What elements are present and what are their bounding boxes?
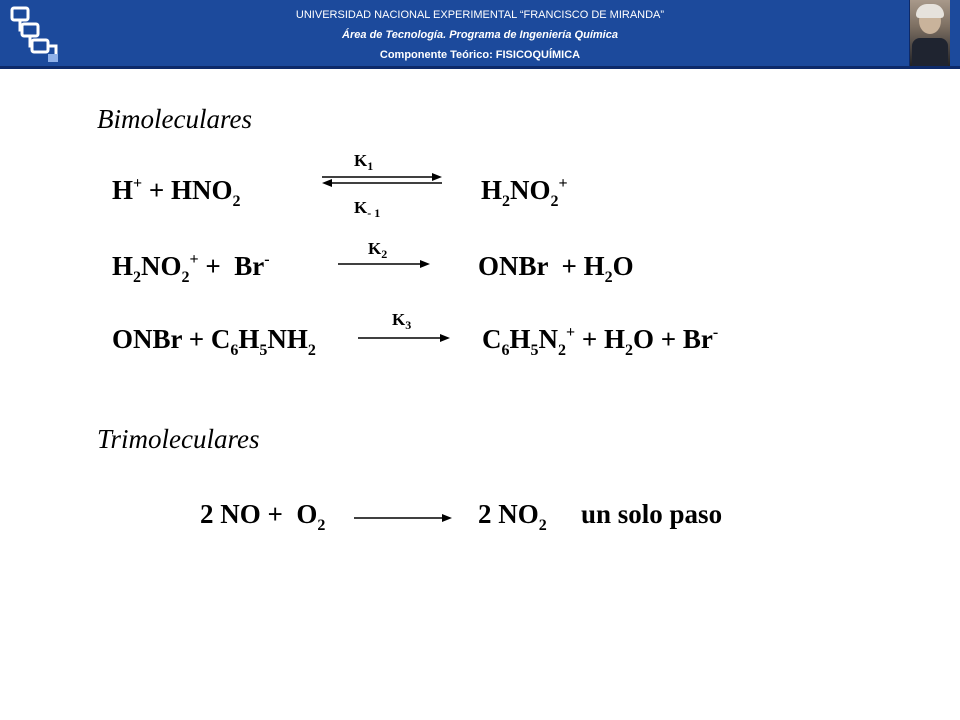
reaction-3-arrow xyxy=(358,333,452,343)
portrait-image xyxy=(909,0,950,66)
rate-constant-k-minus-1: $K_{- 1}$ xyxy=(354,198,381,220)
reaction-2-reactants: $H_2NO_2^+ + Br^-$ xyxy=(112,251,270,286)
rate-constant-k1: $K_1$ xyxy=(354,151,374,173)
header-banner xyxy=(0,0,960,66)
reaction-4-note: un solo paso xyxy=(581,499,723,529)
reaction-4-product: 2 $NO_2$ xyxy=(478,499,547,534)
rate-constant-k2: $K_2$ xyxy=(368,239,388,261)
section-title-trimoleculares: Trimoleculares xyxy=(97,424,260,454)
header-divider xyxy=(0,66,960,69)
reaction-3-reactants: ONBr + $C_6H_5NH_2$ xyxy=(112,324,316,359)
reaction-4-reactants: 2 NO + $O_2$ xyxy=(200,499,326,534)
equilibrium-arrow xyxy=(320,172,444,188)
header-university-name: UNIVERSIDAD NACIONAL EXPERIMENTAL “FRANCISCO DE MIRANDA” xyxy=(295,9,665,21)
header-component: Componente Teórico: FISICOQUÍMICA xyxy=(379,49,581,61)
reaction-2-arrow xyxy=(338,259,432,269)
header-program: Área de Tecnología. Programa de Ingeniería Química xyxy=(342,29,618,41)
section-title-bimoleculares: Bimoleculares xyxy=(97,104,252,134)
reaction-1-reactants: $H^+ + HNO_2$ xyxy=(112,175,241,210)
reaction-1-product: $H_2NO_2^+$ xyxy=(481,175,568,210)
reaction-2-products: ONBr + $H_2O$ xyxy=(478,251,634,286)
rate-constant-k3: $K_3$ xyxy=(392,310,412,332)
reaction-4-arrow xyxy=(354,513,454,523)
reaction-3-products: $C_6H_5N_2^+ + H_2O + Br^-$ xyxy=(482,324,719,359)
